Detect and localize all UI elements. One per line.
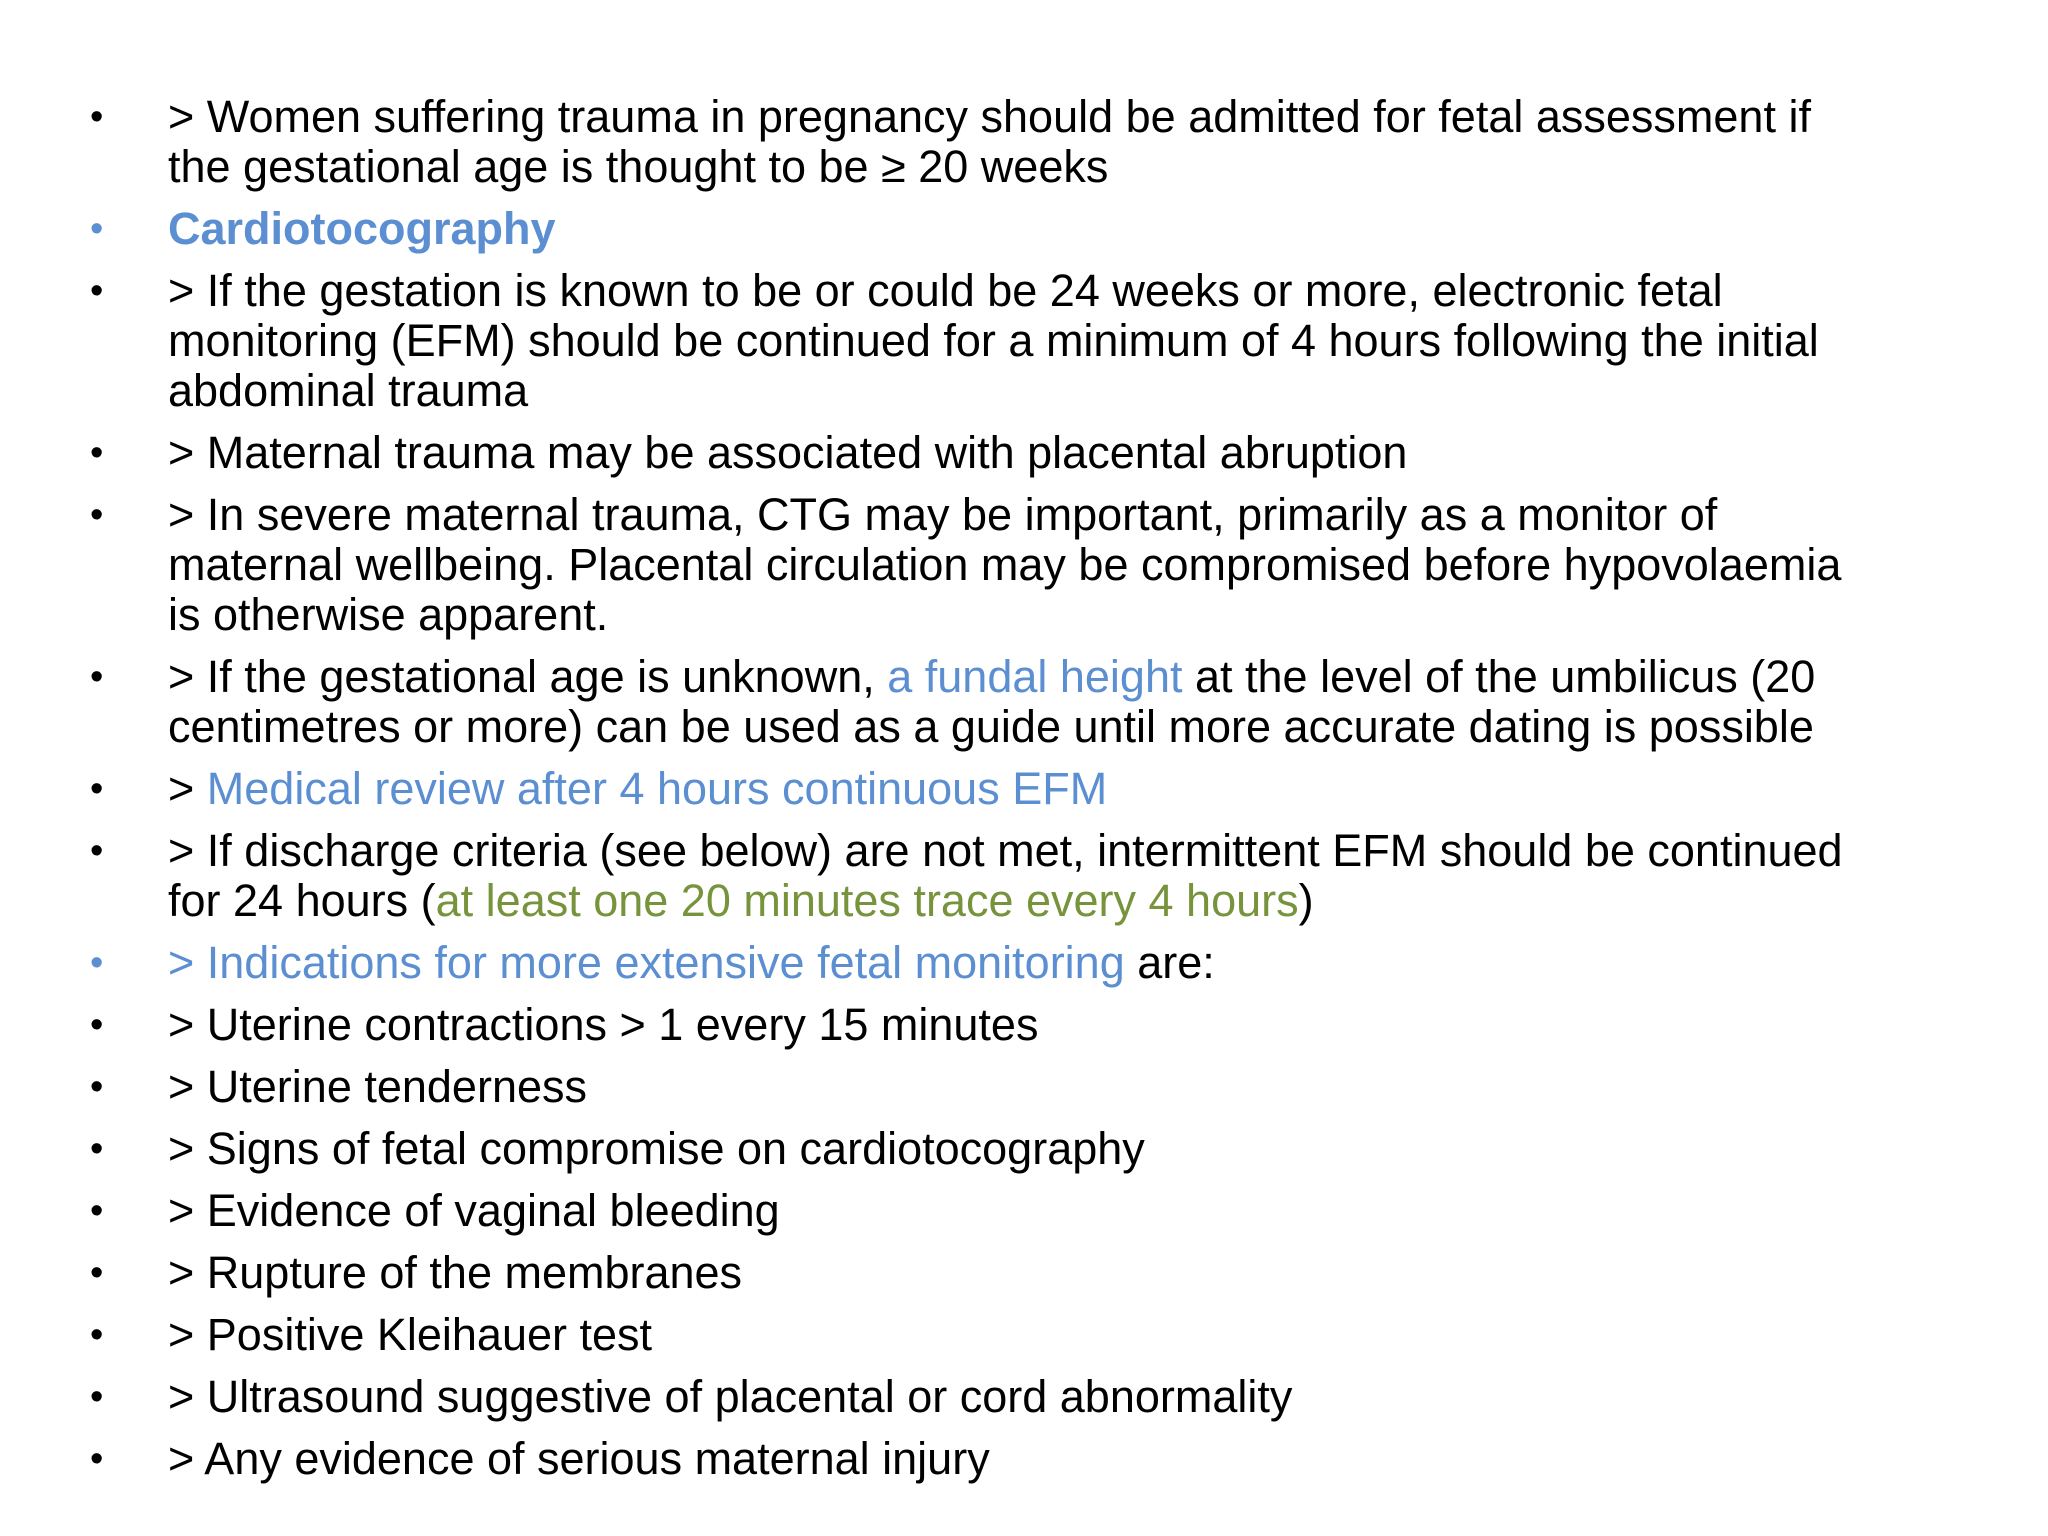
list-item-text xyxy=(168,1248,2010,1298)
bullet-dot-icon: • xyxy=(90,1004,104,1046)
list-item-text xyxy=(168,1000,2010,1050)
text-segment: > Rupture of the membranes xyxy=(168,1247,743,1298)
text-segment: > Maternal trauma may be associated with placental abruption xyxy=(168,427,1408,478)
text-segment: > If the gestation is known to be or could be 24 weeks or more, electronic fetal monitoring (EFM) should be continued for a minimum of 4 hours following the initial abdominal trauma xyxy=(168,265,1819,416)
list-item-text xyxy=(168,266,2010,416)
list-item xyxy=(90,1248,2010,1298)
list-item-text xyxy=(168,1434,2010,1484)
bullet-dot-icon: • xyxy=(90,830,104,872)
text-segment: > If discharge criteria (see below) are not met, intermittent EFM should be continued for 24 hours ( xyxy=(168,825,1843,926)
list-item xyxy=(90,1000,2010,1050)
text-segment: > Uterine contractions > 1 every 15 minutes xyxy=(168,999,1039,1050)
bullet-dot-icon: • xyxy=(90,1190,104,1232)
bullet-dot-icon: • xyxy=(90,1252,104,1294)
text-segment: > Signs of fetal compromise on cardiotocography xyxy=(168,1123,1145,1174)
list-item xyxy=(90,1124,2010,1174)
list-item xyxy=(90,1062,2010,1112)
text-segment: > Positive Kleihauer test xyxy=(168,1309,653,1360)
text-segment: ) xyxy=(1298,875,1314,926)
list-item xyxy=(90,1434,2010,1484)
list-item-text xyxy=(168,826,2010,926)
list-item-text xyxy=(168,204,2010,254)
list-item-text xyxy=(168,1372,2010,1422)
bullet-dot-icon: • xyxy=(90,208,104,250)
list-item-text xyxy=(168,92,2010,192)
text-segment: > Uterine tenderness xyxy=(168,1061,587,1112)
bullet-dot-icon: • xyxy=(90,768,104,810)
list-item xyxy=(90,652,2010,752)
text-segment: > Women suffering trauma in pregnancy should be admitted for fetal assessment if the gestational age is thought to be ≥ 20 weeks xyxy=(168,91,1811,192)
text-segment: a fundal height xyxy=(887,651,1183,702)
bullet-list xyxy=(90,92,2010,1496)
bullet-dot-icon: • xyxy=(90,1376,104,1418)
list-item xyxy=(90,266,2010,416)
bullet-dot-icon: • xyxy=(90,942,104,984)
list-item xyxy=(90,1372,2010,1422)
list-item-text xyxy=(168,1062,2010,1112)
bullet-dot-icon: • xyxy=(90,494,104,536)
bullet-dot-icon: • xyxy=(90,1438,104,1480)
bullet-dot-icon: • xyxy=(90,270,104,312)
list-item xyxy=(90,428,2010,478)
text-segment: > Evidence of vaginal bleeding xyxy=(168,1185,780,1236)
bullet-dot-icon: • xyxy=(90,656,104,698)
list-item-text xyxy=(168,764,2010,814)
list-item xyxy=(90,938,2010,988)
text-segment: are: xyxy=(1124,937,1215,988)
list-item-text xyxy=(168,1186,2010,1236)
text-segment: > Any evidence of serious maternal injury xyxy=(168,1433,990,1484)
text-segment: at least one 20 minutes trace every 4 hours xyxy=(435,875,1299,926)
list-item-text xyxy=(168,1310,2010,1360)
list-item xyxy=(90,204,2010,254)
list-item xyxy=(90,1186,2010,1236)
text-segment: > If the gestational age is unknown, xyxy=(168,651,888,702)
bullet-dot-icon: • xyxy=(90,1314,104,1356)
list-item xyxy=(90,1310,2010,1360)
bullet-dot-icon: • xyxy=(90,432,104,474)
list-item xyxy=(90,92,2010,192)
list-item-text xyxy=(168,1124,2010,1174)
bullet-dot-icon: • xyxy=(90,96,104,138)
list-item-text xyxy=(168,652,2010,752)
bullet-dot-icon: • xyxy=(90,1066,104,1108)
list-item-text xyxy=(168,938,2010,988)
text-segment: at the level of the umbilicus (20 centimetres or more) can be used as a guide until more accurate dating is possible xyxy=(168,651,1816,752)
bullet-dot-icon: • xyxy=(90,1128,104,1170)
list-item xyxy=(90,826,2010,926)
text-segment: > xyxy=(168,763,207,814)
list-item-text xyxy=(168,428,2010,478)
text-segment: > Ultrasound suggestive of placental or cord abnormality xyxy=(168,1371,1293,1422)
list-item xyxy=(90,764,2010,814)
list-item-text xyxy=(168,490,2010,640)
text-segment: Medical review after 4 hours continuous EFM xyxy=(206,763,1108,814)
text-segment: > In severe maternal trauma, CTG may be important, primarily as a monitor of maternal wellbeing. Placental circulation may be compromised before hypovolaemia is otherwise apparent. xyxy=(168,489,1842,640)
text-segment: > Indications for more extensive fetal monitoring xyxy=(168,937,1125,988)
text-segment: Cardiotocography xyxy=(168,203,556,254)
list-item xyxy=(90,490,2010,640)
